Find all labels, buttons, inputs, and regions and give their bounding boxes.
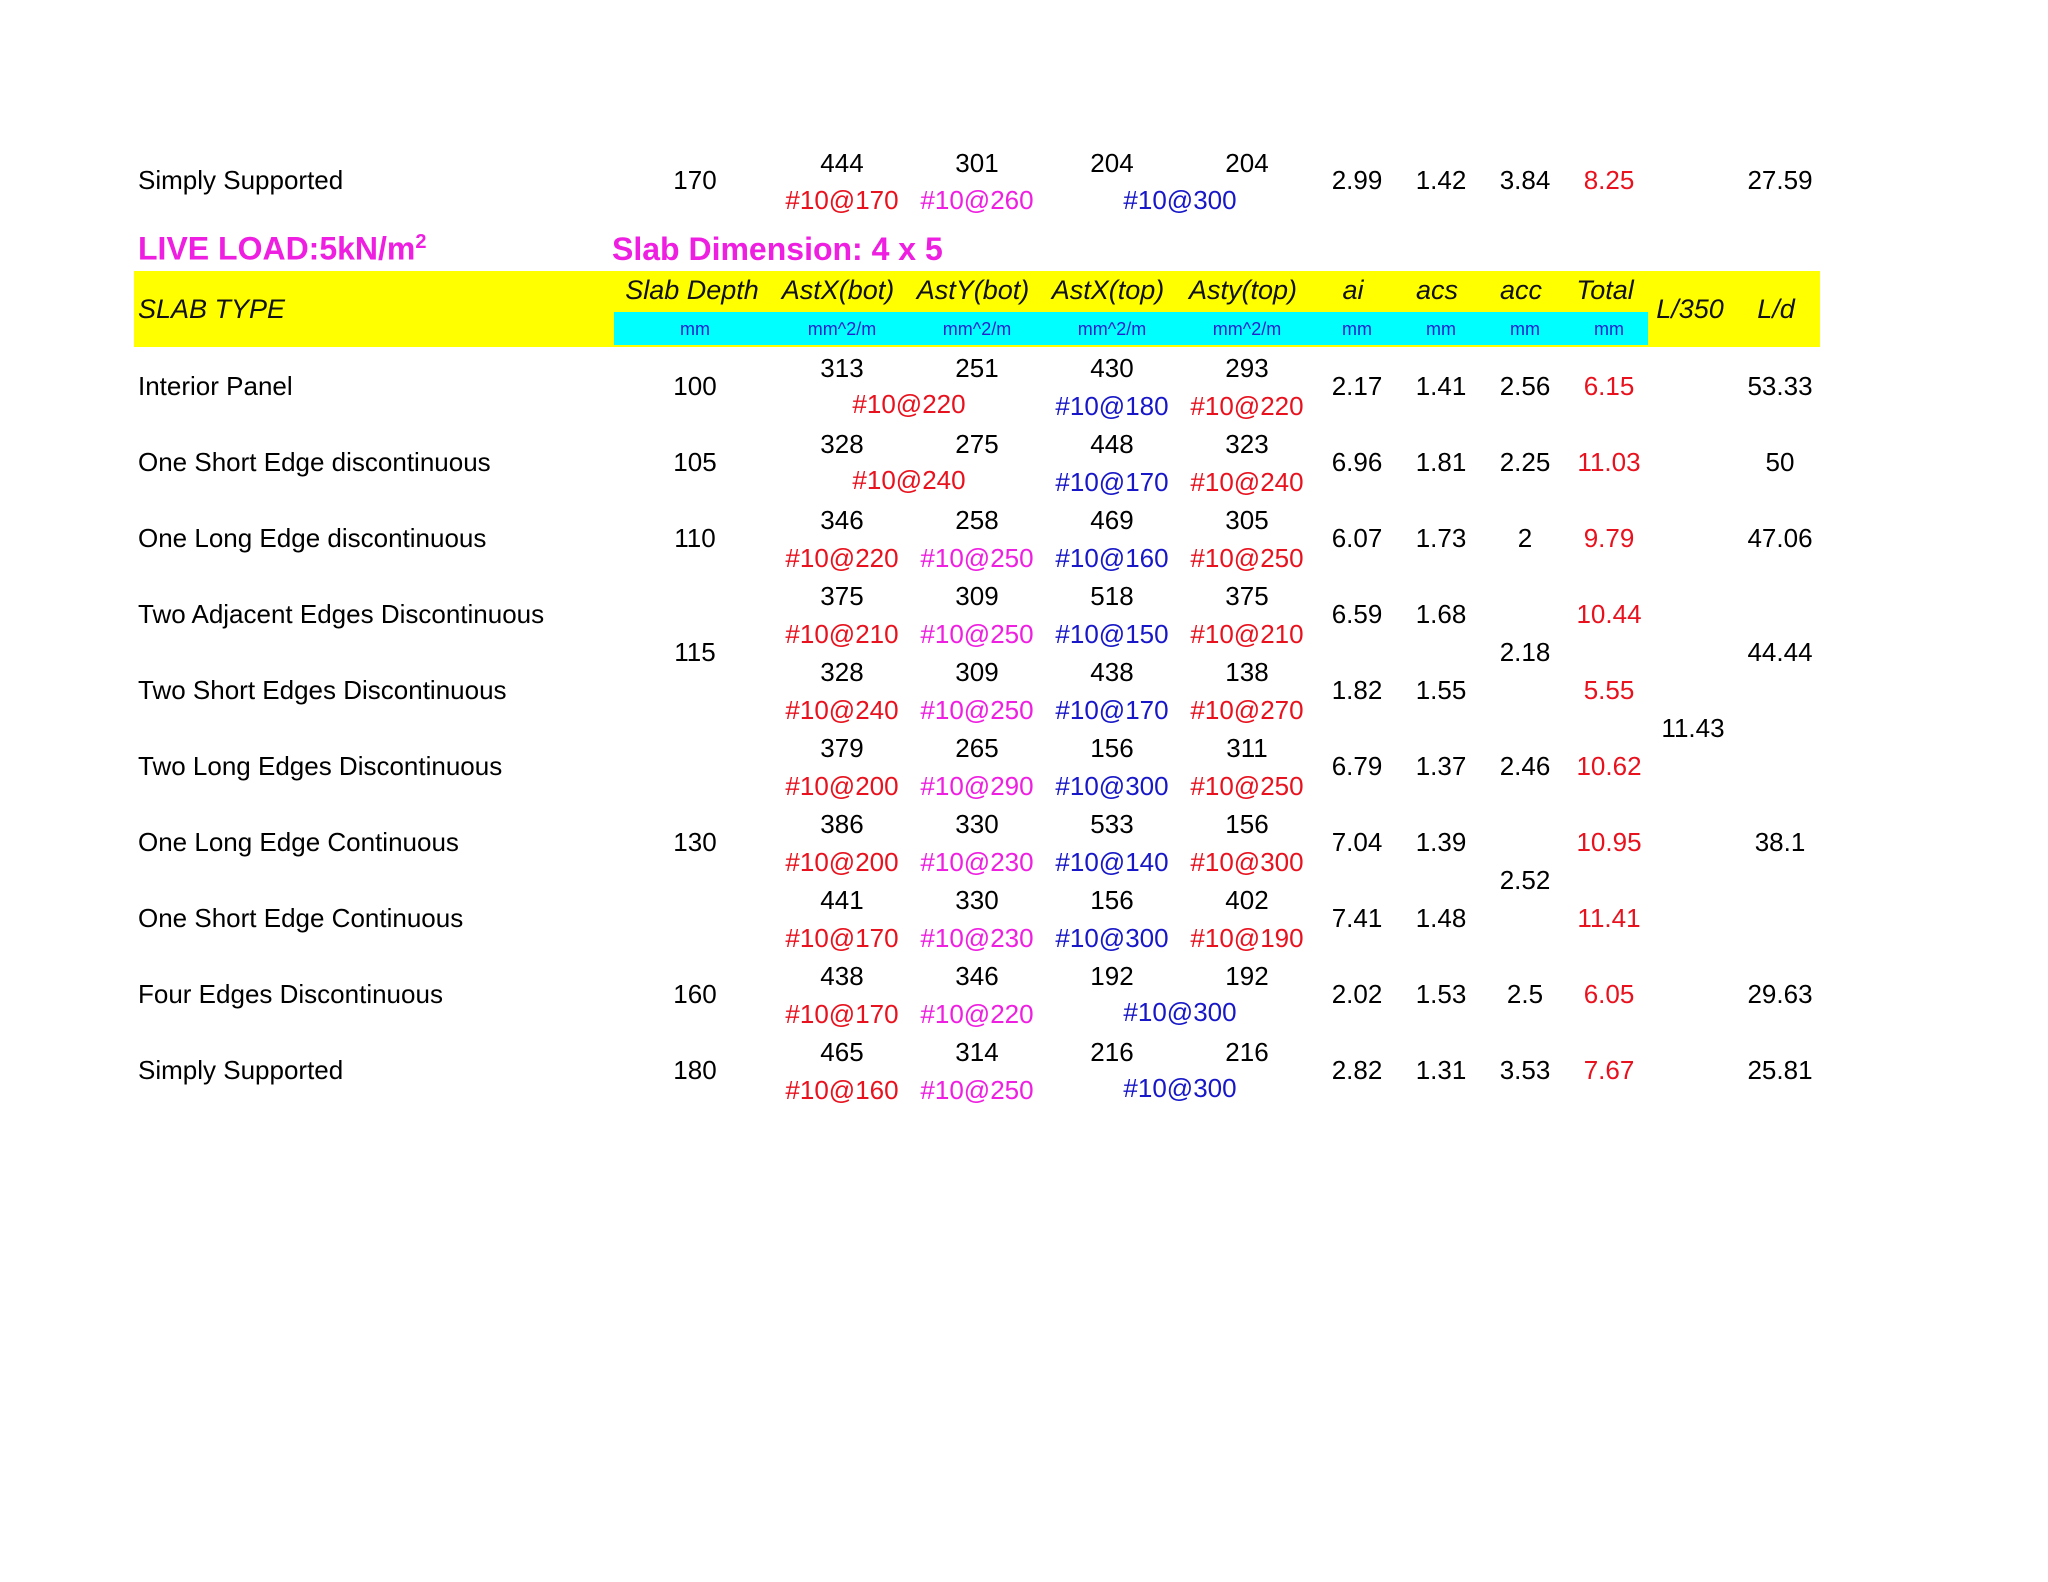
- unit-slab-depth: mm: [680, 319, 710, 339]
- header-total: Total: [1576, 275, 1634, 305]
- row-asty-bot: 330: [955, 885, 999, 915]
- row-acs: 1.53: [1415, 979, 1467, 1009]
- top-row-acs: 1.42: [1415, 165, 1467, 195]
- row-bar-asty-bot: #10@220: [920, 999, 1034, 1029]
- top-row-asty-top: 204: [1225, 148, 1269, 178]
- row-acc: 2.5: [1506, 979, 1544, 1009]
- row-acs: 1.31: [1415, 1055, 1467, 1085]
- row-astx-bot: 346: [820, 505, 864, 535]
- row-ai: 2.82: [1331, 1055, 1383, 1085]
- row-astx-top: 448: [1090, 429, 1134, 459]
- row-asty-top: 156: [1225, 809, 1269, 839]
- row-bar-astx-bot: #10@170: [785, 923, 899, 953]
- row-asty-bot: 258: [955, 505, 999, 535]
- row-acs: 1.39: [1415, 827, 1467, 857]
- header-acc: acc: [1499, 275, 1543, 305]
- row-total: 10.62: [1576, 751, 1642, 781]
- depth-four: 160: [673, 979, 717, 1009]
- header-astx-top: AstX(top): [1051, 275, 1165, 305]
- row-astx-top: 216: [1090, 1037, 1134, 1067]
- row-astx-top: 156: [1090, 733, 1134, 763]
- depth-short-disc: 105: [673, 447, 717, 477]
- row-astx-top: 533: [1090, 809, 1134, 839]
- row-asty-top: 311: [1226, 733, 1268, 763]
- top-row-bar-astx-bot: #10@170: [785, 185, 899, 215]
- row-asty-bot: 314: [955, 1037, 999, 1067]
- row-slab-type: One Short Edge Continuous: [138, 903, 464, 933]
- row-bar-astx-top: #10@170: [1055, 695, 1169, 725]
- row-asty-top: 293: [1225, 353, 1269, 383]
- row-acs: 1.41: [1415, 371, 1467, 401]
- unit-total: mm: [1594, 319, 1624, 339]
- unit-asty-bot: mm^2/m: [942, 319, 1012, 339]
- row-total: 5.55: [1583, 675, 1635, 705]
- top-row-ai: 2.99: [1331, 165, 1383, 195]
- top-row-depth: 170: [673, 165, 717, 195]
- header-astx-bot: AstX(bot): [781, 275, 895, 305]
- row-bar-bot-merged: #10@240: [852, 465, 966, 495]
- top-row-total: 8.25: [1583, 165, 1635, 195]
- l350-value: 11.43: [1661, 713, 1725, 743]
- row-bar-bot-merged: #10@220: [852, 389, 966, 419]
- row-astx-bot: 379: [820, 733, 864, 763]
- ld-simply: 25.81: [1747, 1055, 1813, 1085]
- top-row-bar-asty-bot: #10@260: [920, 185, 1034, 215]
- live-load-superscript: 2: [415, 231, 427, 253]
- row-bar-top-merged: #10@300: [1123, 997, 1237, 1027]
- depth-simply: 180: [673, 1055, 717, 1085]
- row-astx-bot: 386: [820, 809, 864, 839]
- row-slab-type: Simply Supported: [138, 1055, 344, 1085]
- row-slab-type: One Long Edge Continuous: [138, 827, 459, 857]
- row-asty-bot: 265: [955, 733, 999, 763]
- unit-astx-top: mm^2/m: [1077, 319, 1147, 339]
- row-bar-asty-top: #10@300: [1190, 847, 1304, 877]
- row-bar-astx-top: #10@300: [1055, 771, 1169, 801]
- row-asty-top: 138: [1225, 657, 1269, 687]
- ld-group-381: 38.1: [1754, 827, 1806, 857]
- row-bar-asty-top: #10@250: [1190, 543, 1304, 573]
- row-bar-astx-top: #10@300: [1055, 923, 1169, 953]
- header-slab-type: SLAB TYPE: [138, 294, 286, 324]
- row-slab-type: One Long Edge discontinuous: [138, 523, 487, 553]
- row-asty-top: 402: [1225, 885, 1269, 915]
- row-total: 6.05: [1583, 979, 1635, 1009]
- row-slab-type: Two Long Edges Discontinuous: [138, 751, 503, 781]
- row-bar-asty-top: #10@240: [1190, 467, 1304, 497]
- row-ai: 6.79: [1331, 751, 1383, 781]
- row-bar-asty-bot: #10@250: [920, 543, 1034, 573]
- depth-interior: 100: [673, 371, 717, 401]
- row-acs: 1.37: [1415, 751, 1467, 781]
- row-total: 7.67: [1583, 1055, 1635, 1085]
- row-acc: 2.46: [1499, 751, 1551, 781]
- header-asty-bot: AstY(bot): [916, 275, 1030, 305]
- row-bar-astx-bot: #10@160: [785, 1075, 899, 1105]
- acc-short-disc: 2.25: [1499, 447, 1551, 477]
- row-asty-bot: 275: [955, 429, 999, 459]
- row-bar-astx-top: #10@180: [1055, 391, 1169, 421]
- row-slab-type: Interior Panel: [138, 371, 293, 401]
- acc-long-disc: 2: [1517, 523, 1533, 553]
- row-astx-bot: 328: [820, 657, 864, 687]
- top-row-bar-top: #10@300: [1123, 185, 1237, 215]
- row-ai: 1.82: [1331, 675, 1383, 705]
- row-astx-top: 430: [1090, 353, 1134, 383]
- row-astx-top: 438: [1090, 657, 1134, 687]
- header-ai: ai: [1342, 275, 1364, 305]
- row-acs: 1.81: [1415, 447, 1467, 477]
- row-bar-asty-top: #10@220: [1190, 391, 1304, 421]
- row-bar-asty-top: #10@270: [1190, 695, 1304, 725]
- row-asty-bot: 330: [955, 809, 999, 839]
- depth-group-130: 130: [673, 827, 717, 857]
- row-astx-top: 192: [1090, 961, 1134, 991]
- row-total: 10.95: [1576, 827, 1642, 857]
- row-astx-top: 518: [1090, 581, 1134, 611]
- row-total: 11.41: [1577, 903, 1641, 933]
- row-bar-astx-top: #10@170: [1055, 467, 1169, 497]
- unit-acs: mm: [1426, 319, 1456, 339]
- row-bar-astx-bot: #10@210: [785, 619, 899, 649]
- row-asty-top: 216: [1225, 1037, 1269, 1067]
- row-ai: 6.07: [1331, 523, 1383, 553]
- row-astx-bot: 313: [820, 353, 864, 383]
- row-bar-astx-bot: #10@200: [785, 771, 899, 801]
- row-asty-bot: 251: [955, 353, 999, 383]
- row-acs: 1.55: [1415, 675, 1467, 705]
- row-asty-bot: 309: [955, 581, 999, 611]
- ld-interior: 53.33: [1747, 371, 1813, 401]
- header-ld: L/d: [1757, 294, 1795, 324]
- row-bar-asty-bot: #10@230: [920, 847, 1034, 877]
- row-bar-astx-bot: #10@200: [785, 847, 899, 877]
- unit-asty-top: mm^2/m: [1212, 319, 1282, 339]
- ld-long-disc: 47.06: [1747, 523, 1813, 553]
- row-astx-top: 469: [1090, 505, 1134, 535]
- row-bar-astx-top: #10@150: [1055, 619, 1169, 649]
- acc-group-218: 2.18: [1499, 637, 1551, 667]
- row-bar-asty-bot: #10@250: [920, 1075, 1034, 1105]
- row-slab-type: One Short Edge discontinuous: [138, 447, 491, 477]
- row-ai: 7.41: [1331, 903, 1383, 933]
- header-l350: L/350: [1656, 294, 1724, 324]
- live-load-title: [138, 232, 427, 265]
- top-row-ld: 27.59: [1747, 165, 1813, 195]
- row-ai: 7.04: [1331, 827, 1383, 857]
- row-slab-type: Two Adjacent Edges Discontinuous: [138, 599, 545, 629]
- row-total: 10.44: [1576, 599, 1642, 629]
- row-asty-bot: 346: [955, 961, 999, 991]
- row-astx-top: 156: [1090, 885, 1134, 915]
- header-asty-top: Asty(top): [1188, 275, 1298, 305]
- unit-acc: mm: [1510, 319, 1540, 339]
- top-row-astx-top: 204: [1090, 148, 1134, 178]
- row-total: 11.03: [1577, 447, 1641, 477]
- live-load-text: LIVE LOAD:5kN/m: [138, 230, 416, 267]
- row-slab-type: Four Edges Discontinuous: [138, 979, 443, 1009]
- row-bar-astx-bot: #10@220: [785, 543, 899, 573]
- row-bar-asty-bot: #10@250: [920, 695, 1034, 725]
- top-row-asty-bot: 301: [955, 148, 999, 178]
- row-bar-asty-bot: #10@250: [920, 619, 1034, 649]
- ld-group-4444: 44.44: [1747, 637, 1813, 667]
- row-acs: 1.73: [1415, 523, 1467, 553]
- acc-interior: 2.56: [1499, 371, 1551, 401]
- row-ai: 6.59: [1331, 599, 1383, 629]
- unit-astx-bot: mm^2/m: [807, 319, 877, 339]
- row-total: 6.15: [1583, 371, 1635, 401]
- header-slab-depth: Slab Depth: [625, 275, 759, 305]
- ld-four: 29.63: [1747, 979, 1813, 1009]
- row-bar-asty-top: #10@210: [1190, 619, 1304, 649]
- row-total: 9.79: [1583, 523, 1635, 553]
- row-asty-top: 375: [1225, 581, 1269, 611]
- row-bar-top-merged: #10@300: [1123, 1073, 1237, 1103]
- top-row-astx-bot: 444: [820, 148, 864, 178]
- row-ai: 6.96: [1331, 447, 1383, 477]
- row-astx-bot: 441: [820, 885, 864, 915]
- slab-dimension-title: Slab Dimension: 4 x 5: [612, 231, 943, 267]
- header-acs: acs: [1415, 275, 1459, 305]
- row-asty-top: 305: [1225, 505, 1269, 535]
- row-ai: 2.02: [1331, 979, 1383, 1009]
- row-acs: 1.68: [1415, 599, 1467, 629]
- row-astx-bot: 438: [820, 961, 864, 991]
- row-astx-bot: 465: [820, 1037, 864, 1067]
- row-asty-bot: 309: [955, 657, 999, 687]
- row-bar-asty-bot: #10@230: [920, 923, 1034, 953]
- row-astx-bot: 328: [820, 429, 864, 459]
- row-bar-astx-top: #10@160: [1055, 543, 1169, 573]
- ld-short-disc: 50: [1765, 447, 1795, 477]
- row-acc: 3.53: [1499, 1055, 1551, 1085]
- row-bar-asty-bot: #10@290: [920, 771, 1034, 801]
- unit-ai: mm: [1342, 319, 1372, 339]
- row-acs: 1.48: [1415, 903, 1467, 933]
- row-slab-type: Two Short Edges Discontinuous: [138, 675, 507, 705]
- row-astx-bot: 375: [820, 581, 864, 611]
- row-bar-astx-top: #10@140: [1055, 847, 1169, 877]
- row-asty-top: 323: [1225, 429, 1269, 459]
- row-bar-astx-bot: #10@240: [785, 695, 899, 725]
- row-bar-astx-bot: #10@170: [785, 999, 899, 1029]
- depth-long-disc: 110: [674, 523, 716, 553]
- row-ai: 2.17: [1331, 371, 1383, 401]
- depth-group-115: 115: [674, 637, 716, 667]
- top-row-acc: 3.84: [1499, 165, 1551, 195]
- row-asty-top: 192: [1225, 961, 1269, 991]
- row-bar-asty-top: #10@250: [1190, 771, 1304, 801]
- top-row-slab-type: Simply Supported: [138, 165, 344, 195]
- row-bar-asty-top: #10@190: [1190, 923, 1304, 953]
- acc-group-252: 2.52: [1499, 865, 1551, 895]
